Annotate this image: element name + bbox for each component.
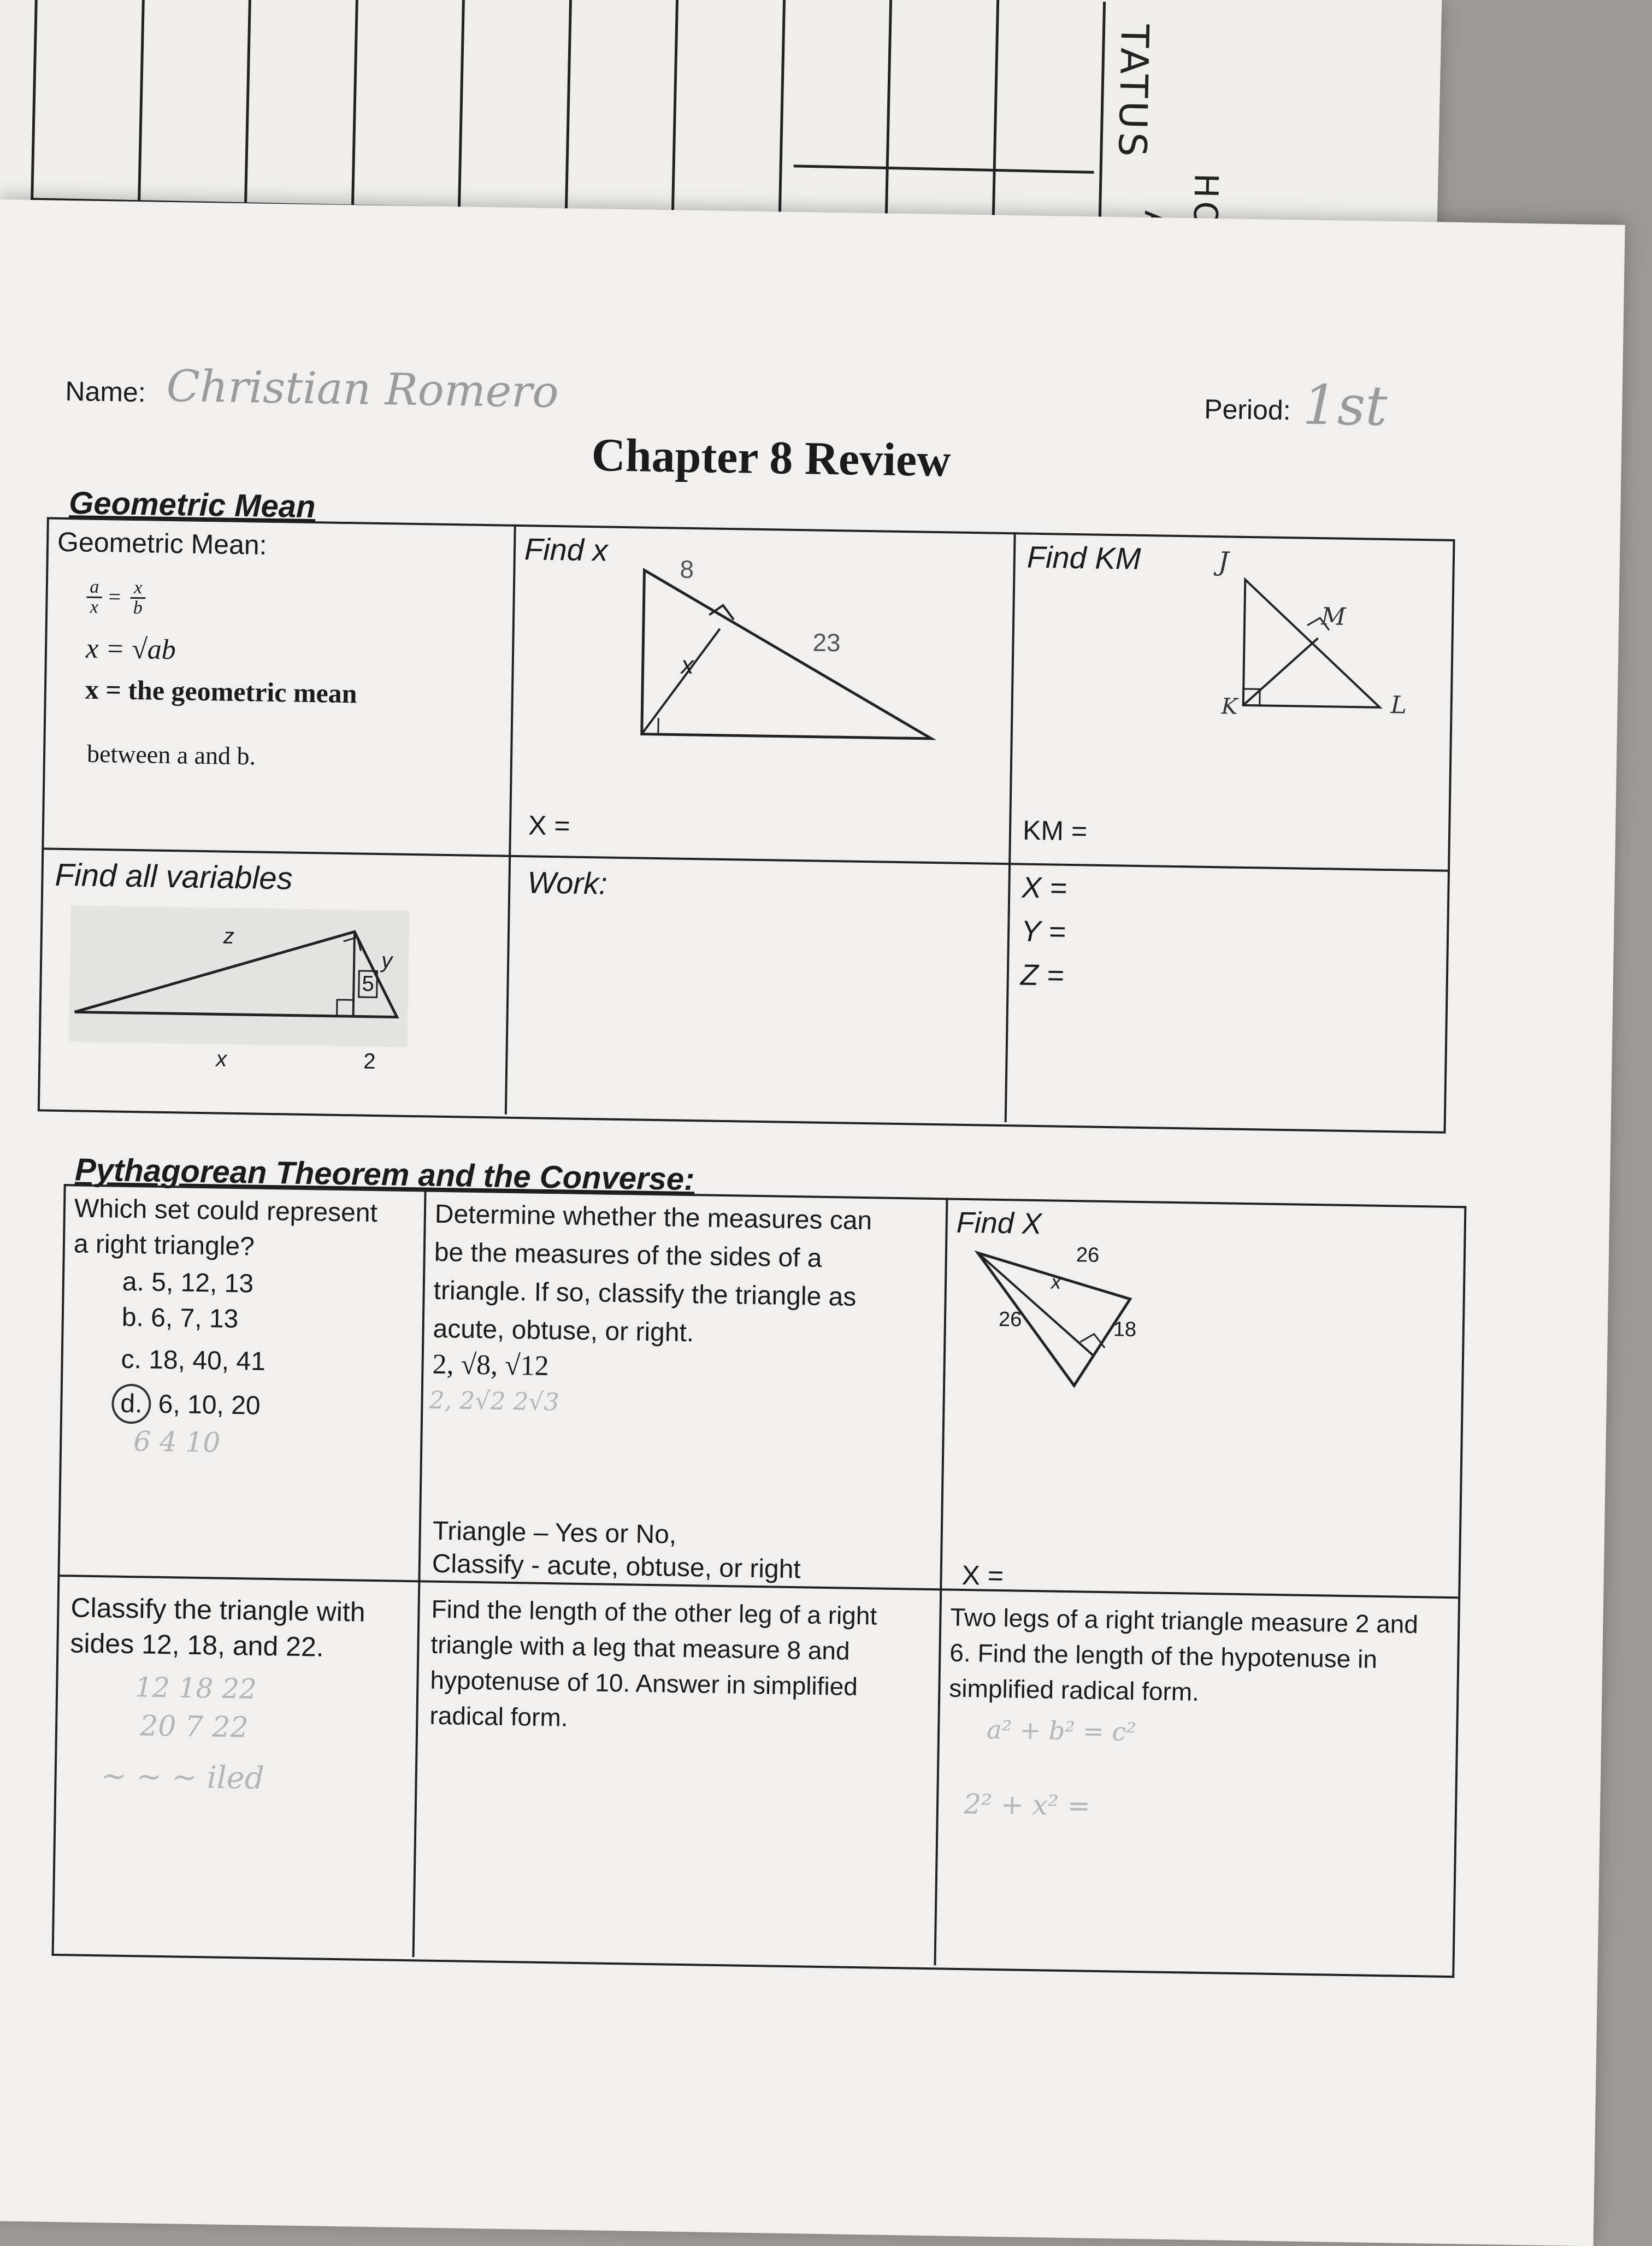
- q3-title: Find X: [956, 1204, 1042, 1243]
- find-km-label-m: M: [1321, 603, 1346, 631]
- find-km-label-k: K: [1221, 694, 1238, 719]
- find-km-label-l: L: [1390, 691, 1407, 719]
- side-text: HO: [1185, 173, 1225, 231]
- q2-text: Determine whether the measures can be the measures of the sides of a triangle. If so, classify the triangle as acute, obtuse, or right.: [433, 1195, 872, 1355]
- find-all-label-2: 2: [363, 1050, 376, 1074]
- find-km-triangle: [1237, 574, 1403, 719]
- q6-text: Two legs of a right triangle measure 2 and 6. Find the length of the hypotenuse in simplified radical form.: [949, 1600, 1419, 1713]
- answer-x: X =: [1022, 869, 1067, 907]
- q1-scribble: 6 4 10: [133, 1425, 221, 1458]
- background-table: [31, 0, 1106, 223]
- section-pythagorean: Pythagorean Theorem and the Converse:: [75, 1151, 695, 1198]
- name-label: Name:: [65, 375, 146, 408]
- q3-label-18: 18: [1113, 1318, 1136, 1342]
- q4-text-1: Classify the triangle with: [70, 1588, 365, 1631]
- find-x-label-x: x: [681, 650, 694, 680]
- q2-values: 2, √8, √12: [432, 1348, 549, 1382]
- formula-root: x = √ab: [86, 633, 176, 667]
- formula-equals: =: [108, 583, 121, 609]
- worksheet: [0, 199, 1625, 2246]
- period-value: 1st: [1302, 373, 1388, 438]
- q1-option-c: c. 18, 40, 41: [121, 1342, 266, 1380]
- find-x-title: Find x: [524, 530, 609, 569]
- q3-label-26-left: 26: [999, 1308, 1022, 1332]
- formula-fraction-right: x b: [130, 579, 146, 617]
- q3-label-26-top: 26: [1076, 1243, 1100, 1268]
- q4-text-2: sides 12, 18, and 22.: [70, 1624, 324, 1666]
- find-all-label-y: y: [381, 948, 393, 973]
- q3-answer: X =: [961, 1556, 1004, 1595]
- q1-text-2: a right triangle?: [73, 1225, 255, 1266]
- q4-scribble-1: 12 18 22: [135, 1671, 257, 1705]
- page-title: Chapter 8 Review: [591, 427, 951, 487]
- q1-option-a: a. 5, 12, 13: [122, 1264, 267, 1302]
- name-value: Christian Romero: [166, 361, 559, 417]
- find-km-title: Find KM: [1026, 538, 1141, 578]
- period-label: Period:: [1204, 393, 1291, 426]
- q2-footer-1: Triangle – Yes or No,: [432, 1512, 677, 1554]
- section-geometric-mean: Geometric Mean: [69, 485, 316, 525]
- q6-scribble-1: a² + b² = c²: [987, 1715, 1136, 1747]
- find-all-title: Find all variables: [55, 856, 293, 898]
- formula-fraction-left: a x: [86, 578, 102, 617]
- q1-option-d-circle: d.: [111, 1383, 151, 1424]
- find-km-label-j: J: [1218, 546, 1229, 577]
- answer-y: Y =: [1021, 912, 1066, 951]
- find-x-label-8: 8: [680, 555, 694, 584]
- q6-scribble-2: 2² + x² =: [964, 1788, 1090, 1822]
- q5-text: Find the length of the other leg of a right triangle with a leg that measure 8 and hypotenuse of 10. Answer in simplified radical form.: [429, 1591, 877, 1741]
- definition-title: Geometric Mean:: [57, 523, 268, 564]
- q1-option-d: [120, 1384, 265, 1426]
- status-text: TATUS: [1110, 24, 1157, 161]
- q1-text-1: Which set could represent: [74, 1189, 377, 1233]
- q1-option-d-values: 6, 10, 20: [158, 1390, 261, 1420]
- q3-label-x: x: [1051, 1270, 1061, 1293]
- find-km-answer: KM =: [1023, 811, 1088, 851]
- find-x-label-23: 23: [812, 627, 841, 657]
- q1-options: [120, 1264, 267, 1426]
- find-all-label-z: z: [223, 924, 235, 949]
- q4-scribble-2: 20 7 22: [140, 1709, 249, 1744]
- q1-option-b: b. 6, 7, 13: [121, 1300, 266, 1337]
- answer-z: Z =: [1020, 956, 1064, 995]
- formula-desc-2: between a and b.: [87, 739, 256, 771]
- q4-scribble-3: ~ ~ ~ iled: [101, 1758, 264, 1796]
- find-all-label-x: x: [216, 1047, 227, 1071]
- formula-desc-1: x = the geometric mean: [85, 674, 357, 710]
- find-all-label-5: 5: [358, 970, 378, 998]
- q2-footer-2: Classify - acute, obtuse, or right: [432, 1545, 801, 1589]
- work-label: Work:: [527, 863, 607, 903]
- q2-scribble: 2, 2√2 2√3: [429, 1387, 559, 1417]
- find-x-answer: X =: [528, 806, 571, 845]
